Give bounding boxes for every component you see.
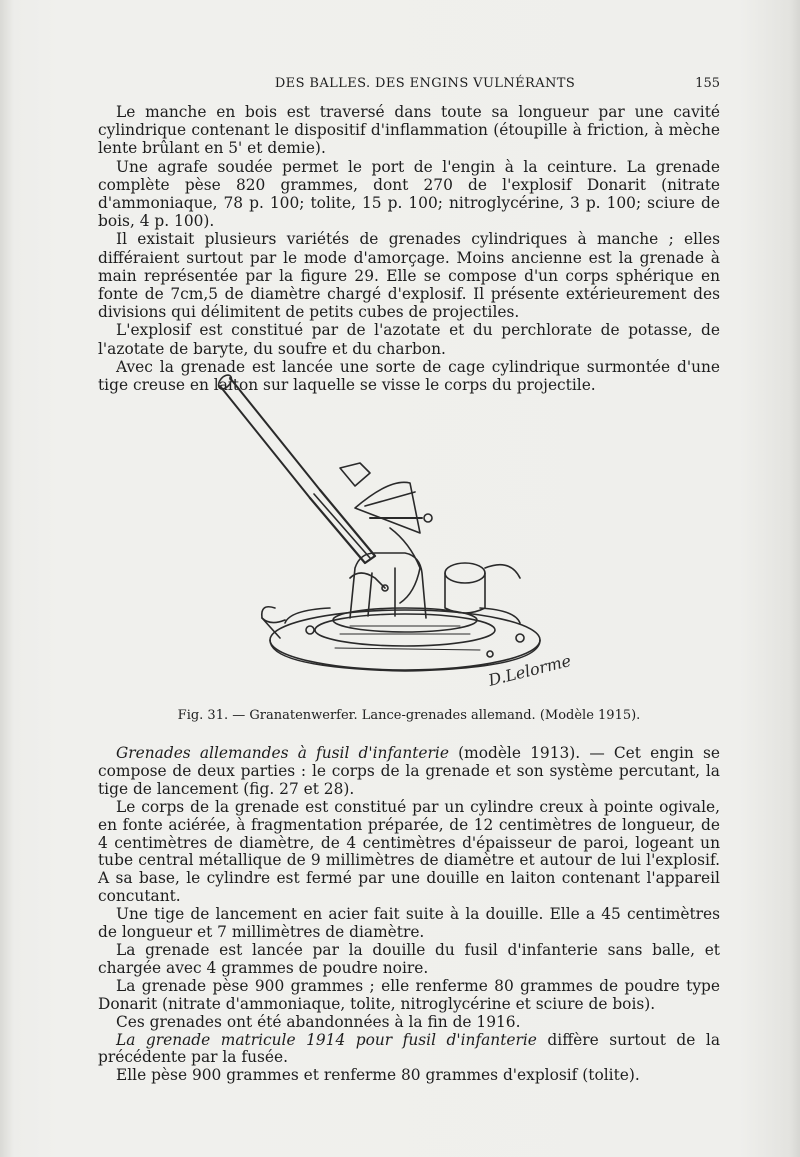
body-text-bottom xyxy=(98,745,720,1085)
section-heading: Grenades allemandes à fusil d'infanterie xyxy=(116,744,449,762)
section-heading-rest: (modèle 1913). — Cet engin se compose de deux parties : le corps de la grenade et son système percutant, la tige de lancement (fig. 27 et 28). xyxy=(98,744,720,798)
running-head: DES BALLES. DES ENGINS VULNÉRANTS xyxy=(274,76,576,91)
matricule-heading: La grenade matricule 1914 pour fusil d'infanterie xyxy=(116,1030,537,1049)
paragraph: Une agrafe soudée permet le port de l'engin à la ceinture. La grenade complète pèse 820 grammes, dont 270 de l'explosif Donarit (nitrate d'ammoniaque, 78 p. 100; tolite, 15 p. 100; nitroglycérine, 3 p. 100; sciure de bois, 4 p. 100). xyxy=(98,157,720,231)
paragraph: Une tige de lancement en acier fait suite à la douille. Elle a 45 centimètres de longueur et 7 millimètres de diamètre. xyxy=(98,905,720,942)
matricule-paragraph xyxy=(98,1032,720,1068)
paragraph: Ces grenades ont été abandonnées à la fin de 1916. xyxy=(116,1012,521,1031)
traverse-wheel xyxy=(445,563,485,583)
paragraph: L'explosif est constitué par de l'azotate et du perchlorate de potasse, de l'azotate de baryte, du soufre et du charbon. xyxy=(98,321,720,358)
artist-signature: D.Lelorme xyxy=(486,651,573,690)
figure-caption: Fig. 31. — Granatenwerfer. Lance-grenades allemand. (Modèle 1915). xyxy=(177,708,641,723)
base-plate xyxy=(270,610,540,670)
paragraph: La grenade est lancée par la douille du fusil d'infanterie sans balle, et chargée avec 4 grammes de poudre noire. xyxy=(98,940,720,977)
paragraph: Avec la grenade est lancée une sorte de cage cylindrique surmontée d'une tige creuse en laiton sur laquelle se visse le corps du projectile. xyxy=(98,357,720,395)
sight-quadrant xyxy=(355,482,420,533)
grenade-launcher-drawing xyxy=(190,368,610,698)
paragraph: Le manche en bois est traversé dans toute sa longueur par une cavité cylindrique contenant le dispositif d'inflammation (étoupille à friction, à mèche lente brûlant en 5' et demie). xyxy=(98,103,720,158)
paragraph: Le corps de la grenade est constitué par un cylindre creux à pointe ogivale, en fonte aciérée, à fragmentation préparée, de 12 centimètres de longueur, de 4 centimètres de diamètre, de 4 centimètres d'épaisseur de paroi, logeant un tube central métallique de 9 millimètres de diamètre et autour de lui l'explosif. A sa base, le cylindre est fermé par une douille en laiton contenant l'appareil concutant. xyxy=(98,797,720,906)
body-text-top xyxy=(98,103,720,394)
base-rim xyxy=(270,640,540,671)
matricule-rest: diffère surtout de la précédente par la fusée. xyxy=(98,1030,720,1067)
page-header xyxy=(100,76,720,96)
section-heading-paragraph xyxy=(98,745,720,799)
page-number: 155 xyxy=(695,76,720,91)
figure-illustration xyxy=(190,368,610,708)
paragraph: La grenade pèse 900 grammes ; elle renferme 80 grammes de poudre type Donarit (nitrate d'ammoniaque, tolite, nitroglycérine et sciure de bois). xyxy=(98,976,720,1013)
paragraph: Il existait plusieurs variétés de grenades cylindriques à manche ; elles différaient surtout par le mode d'amorçage. Moins ancienne est la grenade à main représentée par la figure 29. Elle se compose d'un corps sphérique en fonte de 7cm,5 de diamètre chargé d'explosif. Il présente extérieurement des divisions qui délimitent de petits cubes de projectiles. xyxy=(98,230,720,322)
paragraph: Elle pèse 900 grammes et renferme 80 grammes d'explosif (tolite). xyxy=(116,1066,640,1085)
